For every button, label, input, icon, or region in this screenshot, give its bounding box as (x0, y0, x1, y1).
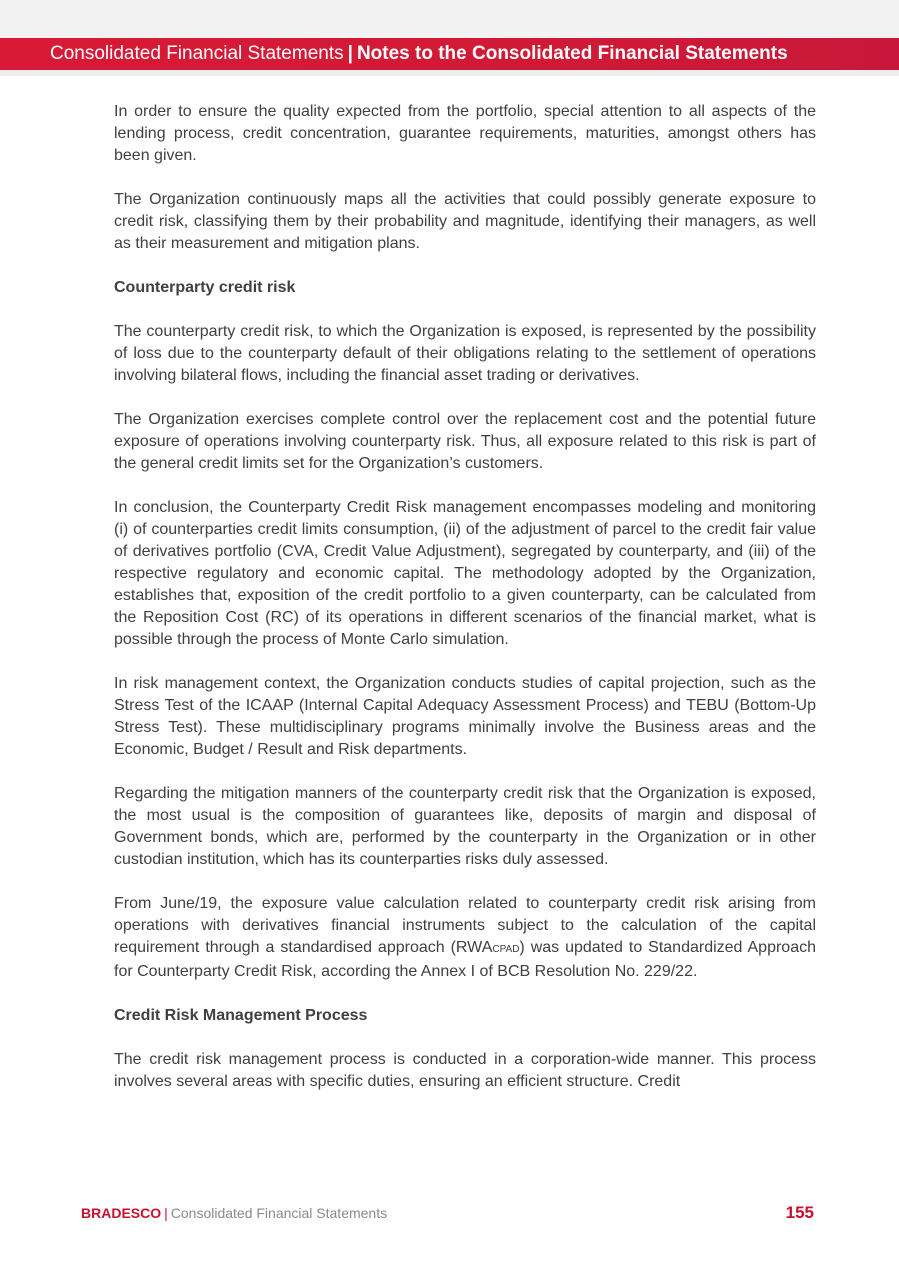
header-section: Consolidated Financial Statements (50, 43, 344, 64)
page-header (0, 38, 899, 70)
paragraph-management-process: The credit risk management process is conducted in a corporation-wide manner. This process involves several areas with specific duties, ensuring an efficient structure. Credit (114, 1051, 816, 1090)
paragraph-mitigation: Regarding the mitigation manners of the counterparty credit risk that the Organization is exposed, the most usual is the composition of guarantees like, deposits of margin and disposal of Government bonds, which are, performed by the counterparty in the Organization or in other custodian institution, which has its counterparties risks duly assessed. (114, 785, 816, 868)
body-text (114, 101, 816, 1115)
paragraph-stress-test: In risk management context, the Organization conducts studies of capital projection, such as the Stress Test of the ICAAP (Internal Capital Adequacy Assessment Process) and TEBU (Bottom-Up Stress Test). These multidisciplinary programs minimally involve the Business areas and the Economic, Budget / Result and Risk departments. (114, 675, 816, 758)
rwa-text-before: From June/19, the exposure value calculation related to counterparty credit risk arising from operations with derivatives financial instruments subject to the calculation of the capital requirement through a standardised approach (RWA (114, 895, 816, 956)
header-divider (0, 70, 899, 76)
top-margin (0, 0, 899, 38)
paragraph-activity-mapping: The Organization continuously maps all the activities that could possibly generate exposure to credit risk, classifying them by their probability and magnitude, identifying their managers, as well as their measurement and mitigation plans. (114, 191, 816, 252)
header-separator: | (347, 43, 353, 64)
paragraph-rwa-update (114, 893, 816, 983)
heading-counterparty-credit-risk: Counterparty credit risk (114, 279, 296, 296)
paragraph-ccr-management: In conclusion, the Counterparty Credit Risk management encompasses modeling and monitoring (i) of counterparties credit limits consumption, (ii) of the adjustment of parcel to the credit fair value of derivatives portfolio (CVA, Credit Value Adjustment), segregated by counterparty, and (iii) of the respective regulatory and economic capital. The methodology adopted by the Organization, establishes that, exposition of the credit portfolio to a given counterparty, can be calculated from the Reposition Cost (RC) of its operations in different scenarios of the financial market, what is possible through the process of Monte Carlo simulation. (114, 499, 816, 648)
footer-brand: BRADESCO (81, 1205, 162, 1221)
page-footer (81, 1205, 816, 1227)
rwa-subscript: CPAD (492, 944, 520, 955)
page-number: 155 (785, 1203, 814, 1222)
paragraph-portfolio-quality: In order to ensure the quality expected from the portfolio, special attention to all aspects of the lending process, credit concentration, guarantee requirements, maturities, amongst others has been given. (114, 103, 816, 164)
paragraph-counterparty-definition: The counterparty credit risk, to which the Organization is exposed, is represented by the possibility of loss due to the counterparty default of their obligations relating to the settlement of operations involving bilateral flows, including the financial asset trading or derivatives. (114, 323, 816, 384)
footer-separator: | (164, 1205, 168, 1221)
paragraph-replacement-cost: The Organization exercises complete control over the replacement cost and the potential future exposure of operations involving counterparty risk. Thus, all exposure related to this risk is part of the general credit limits set for the Organization’s customers. (114, 411, 816, 472)
rwa-text-after: ) was updated to Standardized Approach for Counterparty Credit Risk, according the Annex I of BCB Resolution No. 229/22. (114, 939, 817, 980)
header-title: Notes to the Consolidated Financial Statements (356, 43, 788, 64)
footer-doc-title: Consolidated Financial Statements (170, 1205, 388, 1221)
heading-credit-risk-management-process: Credit Risk Management Process (114, 1007, 368, 1024)
